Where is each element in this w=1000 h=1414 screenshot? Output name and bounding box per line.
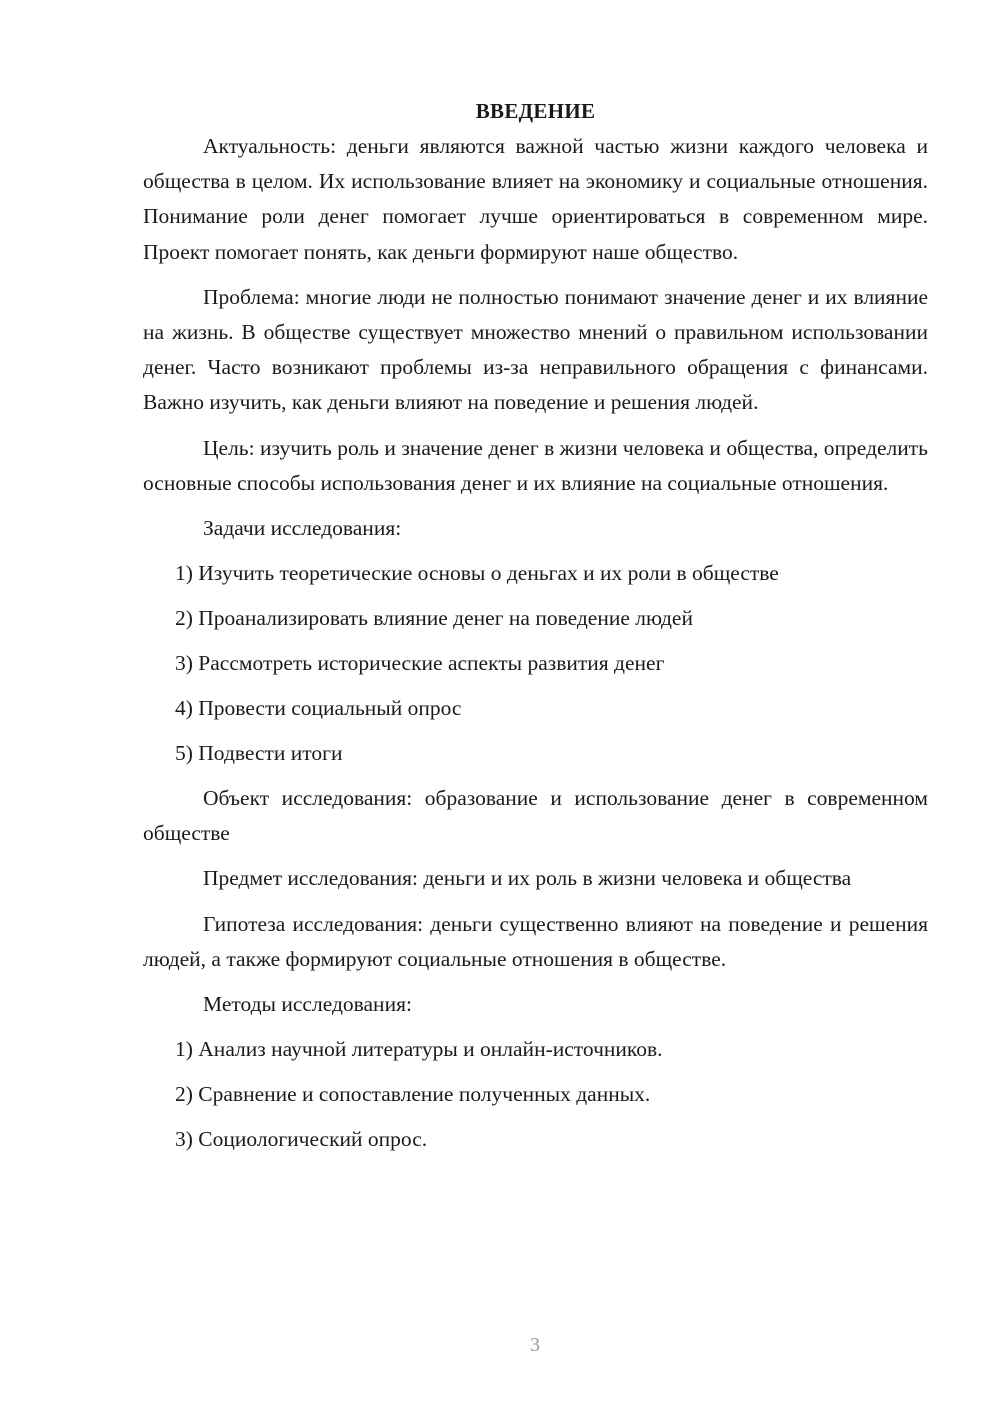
list-item: 5) Подвести итоги [175,741,343,766]
page-number: 3 [530,1334,540,1356]
list-item: 3) Социологический опрос. [175,1127,428,1152]
methods-label: Методы исследования: [203,992,412,1017]
tasks-label: Задачи исследования: [203,516,402,541]
paragraph-goal: Цель: изучить роль и значение денег в жизни человека и общества, определить основные способы использования денег и их влияние на социальные отношения. [143,435,928,495]
list-item: 1) Анализ научной литературы и онлайн-источников. [175,1037,663,1062]
paragraph-hypothesis: Гипотеза исследования: деньги существенно влияют на поведение и решения людей, а также формируют социальные отношения в обществе. [143,911,928,971]
list-item: 4) Провести социальный опрос [175,696,462,721]
list-item: 2) Сравнение и сопоставление полученных данных. [175,1082,651,1107]
document-page [143,96,928,1167]
list-item: 1) Изучить теоретические основы о деньгах и их роли в обществе [175,561,779,586]
section-title: ВВЕДЕНИЕ [475,99,596,123]
list-item: 3) Рассмотреть исторические аспекты развития денег [175,651,665,676]
list-item: 2) Проанализировать влияние денег на поведение людей [175,606,693,631]
tasks-list [143,556,928,771]
paragraph-object: Объект исследования: образование и использование денег в современном обществе [143,786,928,846]
paragraph-problem: Проблема: многие люди не полностью понимают значение денег и их влияние на жизнь. В обществе существует множество мнений о правильном использовании денег. Часто возникают проблемы из-за неправильного обращения с финансами. Важно изучить, как деньги влияют на поведение и решения людей. [143,284,928,415]
paragraph-subject: Предмет исследования: деньги и их роль в жизни человека и общества [203,866,852,891]
paragraph-relevance: Актуальность: деньги являются важной частью жизни каждого человека и общества в целом. Их использование влияет на экономику и социальные отношения. Понимание роли денег помогает лучше ориентироваться в современном мире. Проект помогает понять, как деньги формируют наше общество. [143,134,928,264]
methods-list [143,1032,928,1157]
